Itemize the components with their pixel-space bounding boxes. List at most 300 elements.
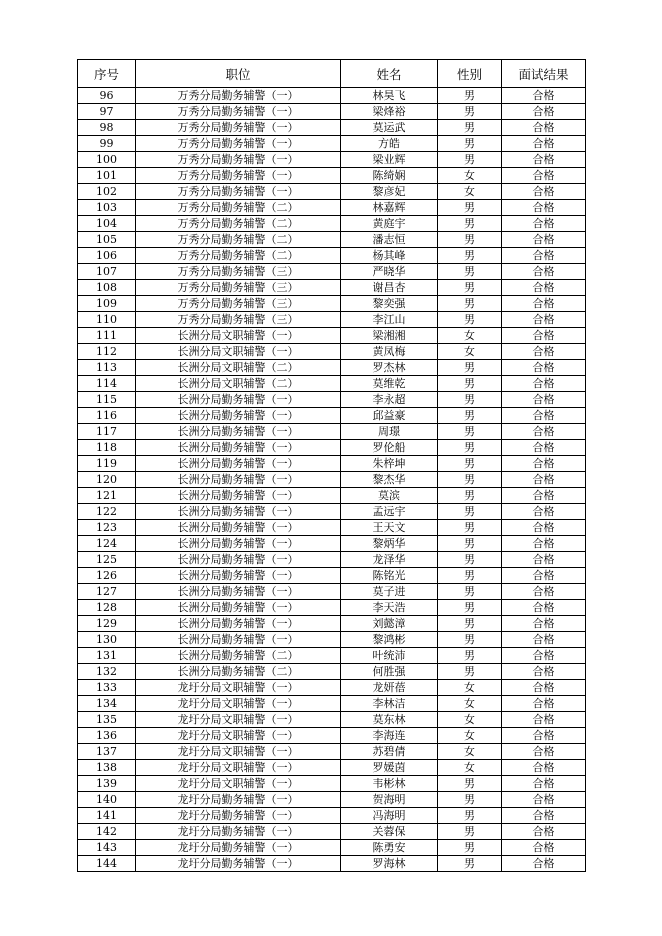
cell-position: 长洲分局勤务辅警（一） <box>136 536 341 552</box>
cell-name: 莫运武 <box>341 120 438 136</box>
cell-position: 长洲分局勤务辅警（二） <box>136 648 341 664</box>
table-row <box>78 712 586 728</box>
table-row <box>78 472 586 488</box>
cell-gender: 男 <box>438 136 502 152</box>
table-row <box>78 648 586 664</box>
cell-serial-number: 144 <box>78 856 136 872</box>
cell-gender: 男 <box>438 808 502 824</box>
cell-gender: 男 <box>438 600 502 616</box>
cell-serial-number: 141 <box>78 808 136 824</box>
cell-gender: 男 <box>438 664 502 680</box>
cell-interview-result: 合格 <box>502 472 586 488</box>
cell-position: 万秀分局勤务辅警（一） <box>136 136 341 152</box>
cell-interview-result: 合格 <box>502 136 586 152</box>
cell-interview-result: 合格 <box>502 280 586 296</box>
cell-name: 陈绮娴 <box>341 168 438 184</box>
cell-name: 李海连 <box>341 728 438 744</box>
cell-serial-number: 119 <box>78 456 136 472</box>
cell-position: 长洲分局勤务辅警（一） <box>136 408 341 424</box>
cell-name: 黎炳华 <box>341 536 438 552</box>
cell-gender: 男 <box>438 632 502 648</box>
cell-gender: 男 <box>438 536 502 552</box>
cell-name: 黎杰华 <box>341 472 438 488</box>
cell-name: 邱益豪 <box>341 408 438 424</box>
cell-position: 龙圩分局文职辅警（一） <box>136 696 341 712</box>
cell-name: 潘志恒 <box>341 232 438 248</box>
cell-name: 罗伦船 <box>341 440 438 456</box>
header-gender: 性别 <box>438 60 502 88</box>
cell-position: 长洲分局勤务辅警（一） <box>136 488 341 504</box>
cell-position: 龙圩分局文职辅警（一） <box>136 776 341 792</box>
cell-position: 长洲分局勤务辅警（一） <box>136 504 341 520</box>
cell-interview-result: 合格 <box>502 376 586 392</box>
cell-position: 万秀分局勤务辅警（二） <box>136 248 341 264</box>
cell-gender: 男 <box>438 264 502 280</box>
cell-interview-result: 合格 <box>502 712 586 728</box>
cell-interview-result: 合格 <box>502 424 586 440</box>
cell-interview-result: 合格 <box>502 264 586 280</box>
table-row <box>78 440 586 456</box>
cell-name: 刘懿漳 <box>341 616 438 632</box>
cell-serial-number: 140 <box>78 792 136 808</box>
table-row <box>78 488 586 504</box>
cell-name: 周璟 <box>341 424 438 440</box>
table-row <box>78 504 586 520</box>
cell-serial-number: 112 <box>78 344 136 360</box>
table-row <box>78 344 586 360</box>
cell-gender: 男 <box>438 248 502 264</box>
cell-name: 陈勇安 <box>341 840 438 856</box>
cell-gender: 女 <box>438 328 502 344</box>
cell-serial-number: 107 <box>78 264 136 280</box>
table-row <box>78 184 586 200</box>
cell-serial-number: 139 <box>78 776 136 792</box>
cell-name: 梁烽裕 <box>341 104 438 120</box>
cell-name: 莫子进 <box>341 584 438 600</box>
cell-serial-number: 142 <box>78 824 136 840</box>
cell-gender: 女 <box>438 168 502 184</box>
cell-interview-result: 合格 <box>502 760 586 776</box>
table-row <box>78 408 586 424</box>
header-interview-result: 面试结果 <box>502 60 586 88</box>
cell-interview-result: 合格 <box>502 104 586 120</box>
header-position: 职位 <box>136 60 341 88</box>
table-row <box>78 456 586 472</box>
cell-gender: 女 <box>438 760 502 776</box>
cell-position: 长洲分局勤务辅警（一） <box>136 552 341 568</box>
cell-position: 长洲分局勤务辅警（一） <box>136 456 341 472</box>
table-row <box>78 840 586 856</box>
cell-gender: 女 <box>438 184 502 200</box>
cell-position: 万秀分局勤务辅警（三） <box>136 264 341 280</box>
cell-serial-number: 118 <box>78 440 136 456</box>
cell-name: 严晓华 <box>341 264 438 280</box>
header-name: 姓名 <box>341 60 438 88</box>
cell-serial-number: 121 <box>78 488 136 504</box>
cell-name: 罗海林 <box>341 856 438 872</box>
cell-interview-result: 合格 <box>502 520 586 536</box>
table-row <box>78 616 586 632</box>
cell-interview-result: 合格 <box>502 632 586 648</box>
table-row <box>78 312 586 328</box>
cell-gender: 男 <box>438 840 502 856</box>
cell-interview-result: 合格 <box>502 680 586 696</box>
cell-serial-number: 137 <box>78 744 136 760</box>
cell-gender: 男 <box>438 360 502 376</box>
table-row <box>78 136 586 152</box>
cell-interview-result: 合格 <box>502 648 586 664</box>
cell-interview-result: 合格 <box>502 792 586 808</box>
cell-interview-result: 合格 <box>502 216 586 232</box>
cell-position: 长洲分局勤务辅警（一） <box>136 568 341 584</box>
cell-position: 万秀分局勤务辅警（三） <box>136 312 341 328</box>
cell-position: 长洲分局勤务辅警（一） <box>136 520 341 536</box>
cell-gender: 男 <box>438 504 502 520</box>
table-row <box>78 824 586 840</box>
cell-position: 万秀分局勤务辅警（一） <box>136 184 341 200</box>
cell-serial-number: 129 <box>78 616 136 632</box>
table-row <box>78 568 586 584</box>
table-row <box>78 424 586 440</box>
cell-serial-number: 135 <box>78 712 136 728</box>
table-row <box>78 520 586 536</box>
cell-gender: 男 <box>438 296 502 312</box>
cell-serial-number: 120 <box>78 472 136 488</box>
cell-name: 黎鸿彬 <box>341 632 438 648</box>
cell-interview-result: 合格 <box>502 328 586 344</box>
cell-name: 陈铭光 <box>341 568 438 584</box>
table-row <box>78 584 586 600</box>
table-row <box>78 664 586 680</box>
cell-gender: 男 <box>438 392 502 408</box>
cell-name: 叶统沛 <box>341 648 438 664</box>
cell-position: 长洲分局文职辅警（一） <box>136 328 341 344</box>
cell-serial-number: 100 <box>78 152 136 168</box>
cell-interview-result: 合格 <box>502 696 586 712</box>
table-row <box>78 88 586 104</box>
cell-name: 莫东林 <box>341 712 438 728</box>
table-row <box>78 600 586 616</box>
table-body <box>78 88 586 872</box>
cell-interview-result: 合格 <box>502 312 586 328</box>
cell-interview-result: 合格 <box>502 200 586 216</box>
cell-serial-number: 127 <box>78 584 136 600</box>
cell-name: 杨其峰 <box>341 248 438 264</box>
cell-serial-number: 124 <box>78 536 136 552</box>
cell-position: 龙圩分局文职辅警（一） <box>136 680 341 696</box>
cell-serial-number: 136 <box>78 728 136 744</box>
table-row <box>78 168 586 184</box>
cell-serial-number: 134 <box>78 696 136 712</box>
cell-serial-number: 114 <box>78 376 136 392</box>
cell-interview-result: 合格 <box>502 840 586 856</box>
cell-gender: 女 <box>438 728 502 744</box>
table-row <box>78 360 586 376</box>
table-row <box>78 152 586 168</box>
cell-name: 罗杰林 <box>341 360 438 376</box>
cell-name: 龙妍蓓 <box>341 680 438 696</box>
table-row <box>78 744 586 760</box>
table-row <box>78 104 586 120</box>
cell-name: 何胜强 <box>341 664 438 680</box>
cell-name: 李江山 <box>341 312 438 328</box>
cell-position: 万秀分局勤务辅警（二） <box>136 200 341 216</box>
cell-name: 李天浩 <box>341 600 438 616</box>
cell-position: 龙圩分局勤务辅警（一） <box>136 824 341 840</box>
cell-gender: 男 <box>438 424 502 440</box>
cell-name: 李林洁 <box>341 696 438 712</box>
cell-interview-result: 合格 <box>502 344 586 360</box>
cell-position: 龙圩分局勤务辅警（一） <box>136 856 341 872</box>
table-row <box>78 392 586 408</box>
cell-position: 万秀分局勤务辅警（一） <box>136 88 341 104</box>
cell-gender: 男 <box>438 856 502 872</box>
table-row <box>78 232 586 248</box>
cell-interview-result: 合格 <box>502 536 586 552</box>
table-row <box>78 632 586 648</box>
cell-position: 万秀分局勤务辅警（二） <box>136 216 341 232</box>
cell-interview-result: 合格 <box>502 392 586 408</box>
cell-gender: 男 <box>438 616 502 632</box>
cell-serial-number: 128 <box>78 600 136 616</box>
cell-position: 万秀分局勤务辅警（三） <box>136 280 341 296</box>
cell-position: 长洲分局文职辅警（二） <box>136 376 341 392</box>
cell-interview-result: 合格 <box>502 776 586 792</box>
table-row <box>78 808 586 824</box>
cell-gender: 男 <box>438 520 502 536</box>
cell-serial-number: 102 <box>78 184 136 200</box>
cell-position: 长洲分局勤务辅警（一） <box>136 600 341 616</box>
cell-serial-number: 111 <box>78 328 136 344</box>
cell-serial-number: 98 <box>78 120 136 136</box>
table-row <box>78 328 586 344</box>
table-row <box>78 264 586 280</box>
table-header <box>78 60 586 88</box>
cell-gender: 男 <box>438 216 502 232</box>
cell-serial-number: 105 <box>78 232 136 248</box>
cell-gender: 男 <box>438 104 502 120</box>
header-serial-number: 序号 <box>78 60 136 88</box>
table-row <box>78 696 586 712</box>
cell-position: 龙圩分局文职辅警（一） <box>136 744 341 760</box>
cell-serial-number: 115 <box>78 392 136 408</box>
cell-interview-result: 合格 <box>502 728 586 744</box>
cell-serial-number: 104 <box>78 216 136 232</box>
cell-position: 龙圩分局勤务辅警（一） <box>136 792 341 808</box>
cell-name: 梁湘湘 <box>341 328 438 344</box>
cell-serial-number: 133 <box>78 680 136 696</box>
cell-serial-number: 97 <box>78 104 136 120</box>
cell-name: 林昊飞 <box>341 88 438 104</box>
cell-name: 朱梓坤 <box>341 456 438 472</box>
cell-interview-result: 合格 <box>502 168 586 184</box>
cell-serial-number: 108 <box>78 280 136 296</box>
cell-interview-result: 合格 <box>502 488 586 504</box>
cell-interview-result: 合格 <box>502 152 586 168</box>
cell-name: 谢昌杏 <box>341 280 438 296</box>
cell-position: 长洲分局勤务辅警（二） <box>136 664 341 680</box>
cell-position: 万秀分局勤务辅警（一） <box>136 104 341 120</box>
cell-gender: 男 <box>438 488 502 504</box>
cell-interview-result: 合格 <box>502 584 586 600</box>
cell-interview-result: 合格 <box>502 808 586 824</box>
cell-gender: 男 <box>438 584 502 600</box>
cell-gender: 男 <box>438 408 502 424</box>
cell-name: 韦彬林 <box>341 776 438 792</box>
cell-gender: 女 <box>438 712 502 728</box>
cell-serial-number: 110 <box>78 312 136 328</box>
cell-name: 孟远宇 <box>341 504 438 520</box>
table-row <box>78 536 586 552</box>
cell-interview-result: 合格 <box>502 600 586 616</box>
cell-gender: 男 <box>438 152 502 168</box>
cell-position: 长洲分局文职辅警（二） <box>136 360 341 376</box>
cell-name: 莫维乾 <box>341 376 438 392</box>
table-row <box>78 120 586 136</box>
cell-serial-number: 125 <box>78 552 136 568</box>
cell-name: 冯海明 <box>341 808 438 824</box>
results-table <box>77 59 586 872</box>
cell-position: 长洲分局勤务辅警（一） <box>136 472 341 488</box>
cell-interview-result: 合格 <box>502 504 586 520</box>
cell-position: 长洲分局勤务辅警（一） <box>136 424 341 440</box>
cell-position: 长洲分局勤务辅警（一） <box>136 616 341 632</box>
cell-position: 万秀分局勤务辅警（一） <box>136 168 341 184</box>
cell-interview-result: 合格 <box>502 248 586 264</box>
cell-gender: 男 <box>438 376 502 392</box>
cell-gender: 男 <box>438 568 502 584</box>
cell-serial-number: 99 <box>78 136 136 152</box>
table-row <box>78 248 586 264</box>
cell-position: 长洲分局文职辅警（一） <box>136 344 341 360</box>
cell-interview-result: 合格 <box>502 360 586 376</box>
cell-name: 黄凤梅 <box>341 344 438 360</box>
table-row <box>78 552 586 568</box>
cell-interview-result: 合格 <box>502 744 586 760</box>
table-row <box>78 296 586 312</box>
cell-name: 黎彦妃 <box>341 184 438 200</box>
table-row <box>78 760 586 776</box>
cell-interview-result: 合格 <box>502 616 586 632</box>
cell-serial-number: 132 <box>78 664 136 680</box>
cell-serial-number: 116 <box>78 408 136 424</box>
table-row <box>78 200 586 216</box>
cell-name: 苏碧倩 <box>341 744 438 760</box>
cell-interview-result: 合格 <box>502 184 586 200</box>
cell-position: 龙圩分局文职辅警（一） <box>136 712 341 728</box>
cell-position: 龙圩分局文职辅警（一） <box>136 760 341 776</box>
cell-interview-result: 合格 <box>502 568 586 584</box>
cell-interview-result: 合格 <box>502 824 586 840</box>
cell-name: 关蓉保 <box>341 824 438 840</box>
cell-position: 万秀分局勤务辅警（一） <box>136 152 341 168</box>
table-row <box>78 728 586 744</box>
table-row <box>78 680 586 696</box>
table-row <box>78 856 586 872</box>
cell-serial-number: 126 <box>78 568 136 584</box>
cell-position: 龙圩分局勤务辅警（一） <box>136 840 341 856</box>
cell-gender: 男 <box>438 88 502 104</box>
cell-interview-result: 合格 <box>502 408 586 424</box>
cell-gender: 男 <box>438 200 502 216</box>
cell-gender: 男 <box>438 824 502 840</box>
cell-interview-result: 合格 <box>502 552 586 568</box>
cell-serial-number: 106 <box>78 248 136 264</box>
cell-gender: 男 <box>438 440 502 456</box>
cell-gender: 女 <box>438 680 502 696</box>
cell-gender: 女 <box>438 696 502 712</box>
cell-gender: 男 <box>438 232 502 248</box>
cell-interview-result: 合格 <box>502 856 586 872</box>
cell-name: 黎奕强 <box>341 296 438 312</box>
cell-serial-number: 113 <box>78 360 136 376</box>
cell-name: 黄庭宇 <box>341 216 438 232</box>
cell-gender: 男 <box>438 312 502 328</box>
cell-serial-number: 96 <box>78 88 136 104</box>
cell-gender: 男 <box>438 456 502 472</box>
cell-serial-number: 130 <box>78 632 136 648</box>
cell-interview-result: 合格 <box>502 88 586 104</box>
cell-name: 贺海明 <box>341 792 438 808</box>
cell-gender: 男 <box>438 552 502 568</box>
cell-gender: 男 <box>438 792 502 808</box>
cell-serial-number: 109 <box>78 296 136 312</box>
cell-serial-number: 131 <box>78 648 136 664</box>
cell-position: 龙圩分局文职辅警（一） <box>136 728 341 744</box>
cell-serial-number: 138 <box>78 760 136 776</box>
cell-position: 长洲分局勤务辅警（一） <box>136 584 341 600</box>
cell-name: 王天文 <box>341 520 438 536</box>
cell-serial-number: 122 <box>78 504 136 520</box>
cell-name: 李永超 <box>341 392 438 408</box>
table-row <box>78 280 586 296</box>
header-row <box>78 60 586 88</box>
cell-position: 长洲分局勤务辅警（一） <box>136 392 341 408</box>
cell-position: 长洲分局勤务辅警（一） <box>136 632 341 648</box>
cell-gender: 男 <box>438 776 502 792</box>
cell-name: 林嘉辉 <box>341 200 438 216</box>
cell-gender: 男 <box>438 472 502 488</box>
cell-gender: 男 <box>438 648 502 664</box>
cell-interview-result: 合格 <box>502 296 586 312</box>
cell-serial-number: 117 <box>78 424 136 440</box>
cell-name: 龙泽华 <box>341 552 438 568</box>
cell-name: 罗媛茵 <box>341 760 438 776</box>
cell-interview-result: 合格 <box>502 440 586 456</box>
cell-serial-number: 101 <box>78 168 136 184</box>
cell-serial-number: 123 <box>78 520 136 536</box>
cell-gender: 男 <box>438 280 502 296</box>
cell-interview-result: 合格 <box>502 120 586 136</box>
table-row <box>78 376 586 392</box>
table-row <box>78 792 586 808</box>
cell-interview-result: 合格 <box>502 664 586 680</box>
cell-name: 方皓 <box>341 136 438 152</box>
cell-gender: 女 <box>438 744 502 760</box>
cell-position: 长洲分局勤务辅警（一） <box>136 440 341 456</box>
cell-position: 万秀分局勤务辅警（三） <box>136 296 341 312</box>
cell-gender: 女 <box>438 344 502 360</box>
cell-interview-result: 合格 <box>502 456 586 472</box>
cell-position: 万秀分局勤务辅警（二） <box>136 232 341 248</box>
cell-serial-number: 103 <box>78 200 136 216</box>
table-row <box>78 216 586 232</box>
cell-name: 莫滨 <box>341 488 438 504</box>
cell-gender: 男 <box>438 120 502 136</box>
cell-position: 龙圩分局勤务辅警（一） <box>136 808 341 824</box>
cell-position: 万秀分局勤务辅警（一） <box>136 120 341 136</box>
table-row <box>78 776 586 792</box>
